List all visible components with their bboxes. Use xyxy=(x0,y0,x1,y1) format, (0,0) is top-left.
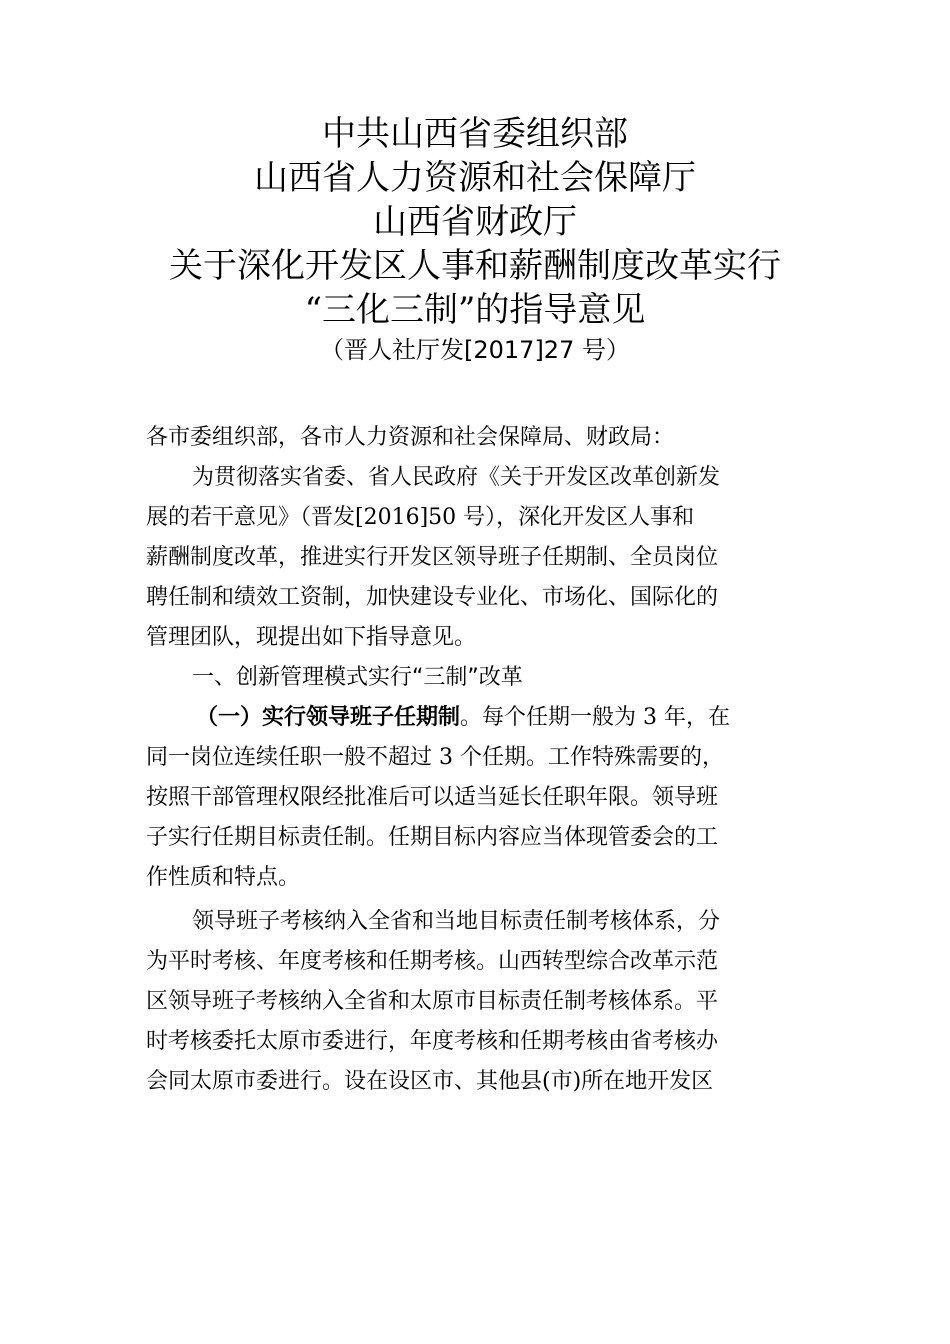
addressee: 各市委组织部，各市人力资源和社会保障局、财政局： xyxy=(146,425,675,450)
intro-line: 管理团队，现提出如下指导意见。 xyxy=(146,625,477,650)
paragraph-line: 区领导班子考核纳入全省和太原市目标责任制考核体系。平 xyxy=(146,989,719,1014)
paragraph-line: 为平时考核、年度考核和任期考核。山西转型综合改革示范 xyxy=(146,949,719,974)
intro-line: 薪酬制度改革，推进实行开发区领导班子任期制、全员岗位 xyxy=(146,545,719,570)
document-body xyxy=(146,418,826,1102)
paragraph-line: 时考核委托太原市委进行，年度考核和任期考核由省考核办 xyxy=(146,1029,719,1054)
section-heading: 一、创新管理模式实行“三制”改革 xyxy=(192,665,523,690)
subsection-line: 作性质和特点。 xyxy=(146,865,301,890)
title-line-issuer-3: 山西省财政厅 xyxy=(373,202,577,242)
document-title xyxy=(0,112,950,332)
paragraph-line: 领导班子考核纳入全省和当地目标责任制考核体系，分 xyxy=(192,909,721,934)
subsection-line: 同一岗位连续任职一般不超过 3 个任期。工作特殊需要的， xyxy=(146,745,724,770)
intro-line: 为贯彻落实省委、省人民政府《关于开发区改革创新发 xyxy=(192,465,721,490)
intro-line: 聘任制和绩效工资制，加快建设专业化、市场化、国际化的 xyxy=(146,585,719,610)
paragraph-line: 会同太原市委进行。设在设区市、其他县(市)所在地开发区 xyxy=(146,1069,714,1094)
document-number: （晋人社厅发[2017]27 号） xyxy=(320,336,630,364)
subsection-lead-text: 。每个任期一般为 3 年，在 xyxy=(460,705,730,730)
title-line-subject-1: 关于深化开发区人事和薪酬制度改革实行 xyxy=(169,246,781,286)
intro-line: 展的若干意见》（晋发[2016]50 号），深化开发区人事和 xyxy=(146,505,695,530)
title-line-subject-2: “三化三制”的指导意见 xyxy=(304,290,646,330)
subsection-lead-line xyxy=(146,698,826,738)
title-line-issuer-1: 中共山西省委组织部 xyxy=(322,114,628,154)
subsection-line: 子实行任期目标责任制。任期目标内容应当体现管委会的工 xyxy=(146,825,719,850)
subsection-line: 按照干部管理权限经批准后可以适当延长任职年限。领导班 xyxy=(146,785,719,810)
subsection-heading: （一）实行领导班子任期制 xyxy=(196,705,461,730)
title-line-issuer-2: 山西省人力资源和社会保障厅 xyxy=(254,158,696,198)
